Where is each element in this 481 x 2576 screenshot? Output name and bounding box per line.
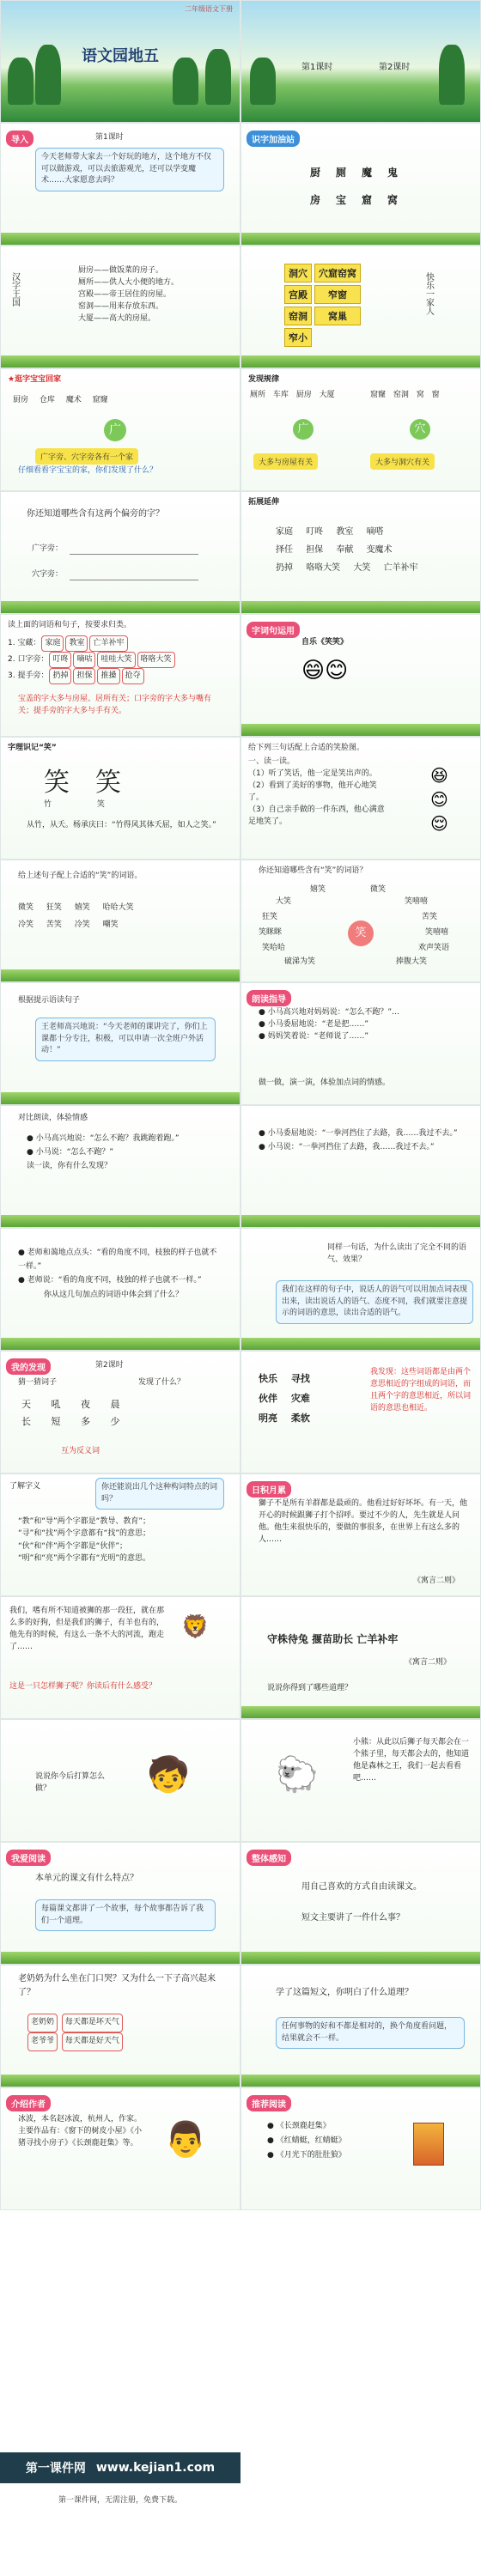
instruction: 用自己喜欢的方式自由读课文。: [301, 1882, 422, 1892]
fan-word: 欢声笑语: [418, 944, 450, 952]
slide-heading: 字理识记“笑”: [8, 744, 57, 752]
slide-heading: 读上面的词语和句子，按要求归类。: [8, 621, 132, 629]
chars-row-2: 房宝窟窝: [310, 194, 414, 206]
book-cover-image: [413, 2123, 444, 2166]
slide-compare-3: [0, 1228, 240, 1351]
box-left: 大多与房屋有关: [253, 453, 318, 470]
slide-overview: [240, 1842, 481, 1965]
slide-synonym-words: [240, 1351, 481, 1473]
footer: [0, 2452, 481, 2576]
slide-pattern: [240, 368, 481, 491]
found-bubble: 发现了什么？: [138, 1378, 186, 1387]
section-tag: 朗读指导: [247, 990, 291, 1006]
slide-idioms: [240, 1596, 481, 1719]
section-tag: 识字加油站: [247, 131, 300, 147]
passage: 獅子不是所有羊群都是最顽的。他看过好好坏坏。有一天，他开心的时候跟狮子打个招呼。要过不少的人，先生就是人问他。他生来很快乐的，要做的事很多，在世界上有这么多的人……: [259, 1499, 468, 1544]
slide-heading: 给上述句子配上合适的“笑”的词语。: [18, 872, 143, 880]
slide-lessons: [240, 0, 481, 123]
idiom-source: 《寓言二则》: [405, 1658, 452, 1667]
fan-word: 捧腹大笑: [396, 957, 428, 966]
summary-box: 我们在这样的句子中，说话人的语气可以用加点词表现出来，读出说话人的语气、态度不同，我们就要注意提示的词语的意思，读出合适的语气。: [276, 1280, 473, 1324]
lesson-label: 第2课时: [95, 1361, 124, 1370]
slide-recommend: [240, 2087, 481, 2210]
compare-list: ● 老师和蔼地点点头：“看的角度不同，枝独的样子也就不一样。” ● 老师说：“看的角度不同，枝独的样子也就不一样。” 你从这几句加点的词语中体会到了什么？: [18, 1249, 217, 1299]
slide-story-reading: [0, 1596, 240, 1719]
lesson-2-link[interactable]: 第2课时: [379, 63, 411, 72]
slide-tone-summary: [240, 1228, 481, 1351]
fan-word: 苦笑: [422, 913, 438, 921]
fan-word: 大笑: [276, 897, 292, 906]
fan-word: 笑哈哈: [262, 944, 286, 952]
bear-text: 小熊：从此以后狮子每天都会在一个熊子里，每天都会去的，他知道他是森林之王，我们一起去看看吧……: [353, 1738, 470, 1783]
kingdom-label: 汉字王国: [9, 272, 20, 307]
guide-note: 做一做，演一演，体验加点词的情感。: [259, 1078, 391, 1087]
slide-char-meaning: [0, 1473, 240, 1596]
slide-grandma: [0, 1965, 240, 2087]
slide-word-use: [240, 614, 481, 737]
slide-classify: [0, 614, 240, 737]
child-reading-icon: 🧒: [147, 1755, 190, 1795]
slide-heading: 给下列三句话配上合适的笑脸图。: [248, 744, 365, 752]
story-illustration-icon: 🦁: [181, 1614, 210, 1640]
slide-heading: 根据提示语读句子: [18, 996, 81, 1005]
slide-extension: [240, 491, 481, 614]
slide-antonyms: [0, 1351, 240, 1473]
footer-note: 第一课件网，无需注册，免费下载。: [58, 2496, 182, 2505]
fan-word: 微笑: [370, 885, 387, 894]
question: 仔细看看字宝宝的家，你们发现了什么？: [18, 466, 158, 475]
slide-match-faces: [240, 737, 481, 860]
lesson-1-link[interactable]: 第1课时: [301, 63, 333, 72]
question: 这是一只怎样狮子呢？你读后有什么感受？: [9, 1682, 157, 1691]
laugh-word-list: 微笑 狂笑 嬉笑 哈哈大笑 冷笑 苦笑 冷笑 嘲笑: [18, 903, 134, 929]
sentences: 一、读一读。 （1）听了笑话，他一定是笑出声的。 （2）看到了美好的事物，他开心地笑了。 （3）自己亲手做的一件东西，他心满意足地笑了。: [248, 757, 385, 826]
section-tag: 介绍作者: [6, 2095, 51, 2111]
section-tag: 字词句运用: [247, 622, 300, 638]
slide-meanings: [0, 246, 240, 368]
author-photo-icon: 👨: [164, 2120, 207, 2160]
fan-word: 笑嘻嘻: [425, 928, 449, 937]
word-pairs: 快乐 寻找 伙伴 灾难 明亮 柔软: [259, 1373, 310, 1425]
meaning-list: 厨房——做饭菜的房子。 厕所——供人大小便的地方。 宫殿——帝王居住的房屋。 窑洞——用来存放东西。 大厦——高大的房屋。: [78, 266, 180, 323]
antonym-pairs: 天 吼 夜 晨 长 短 多 少: [21, 1399, 120, 1427]
slide-read-guide: [240, 982, 481, 1105]
slide-author: [0, 2087, 240, 2210]
word-table: 家庭 叮咚 教室 嘀嗒 择任 担保 奉献 变魔术 扔掉 咯咯大笑 大笑 亡羊补牢: [276, 527, 418, 573]
guide-list: ● 小马高兴地对妈妈说：“怎么不跑？”… ● 小马委屈地说：“老是把……” ● 妈妈笑着说：“老师说了……”: [259, 1008, 400, 1041]
section-tag: 我的发现: [6, 1358, 51, 1375]
smiling-family-icon: 😄😊: [301, 658, 349, 683]
classify-list: 1. 宝藏： 家庭 教室 亡羊补牢 2. 口字旁： 叮咚 嘀咕 哇哇大笑 咯咯大笑 3. 提手旁： 扔掉 担保 推搡 抢夺: [8, 635, 176, 684]
char-glyphs: 笑笑: [44, 768, 147, 798]
slide-heading: 拓展延伸: [248, 498, 280, 507]
slide-more-radicals: [0, 491, 240, 614]
radical-circle: 广: [104, 419, 126, 441]
question: 你还知道哪些含有“笑”的词语？: [259, 866, 368, 875]
left-words: 厕所 车库 厨房 大厦: [250, 391, 335, 399]
slide-radical-home: [0, 368, 240, 491]
slide-love-reading: [0, 1842, 240, 1965]
fan-word: 破涕为笑: [284, 957, 316, 966]
answer-box: 任何事物的好和不都是相对的，换个角度看问题，结果就会不一样。: [276, 2017, 465, 2049]
slide-compare-2: [240, 1105, 481, 1228]
weather-table: 老奶奶 每天都是坏天气 老爷爷 每天都是好天气: [27, 2014, 124, 2051]
brand-name: 第一课件网: [25, 2462, 86, 2476]
chars-row-1: 厨厕魔鬼: [310, 167, 414, 179]
question: 说说你得到了哪些道理？: [267, 1684, 353, 1692]
slide-heading: ★逛字宝宝回家: [8, 375, 62, 384]
slide-title: [0, 0, 240, 123]
radical-circle-right: 穴: [410, 419, 430, 440]
discovery-note: 我发现：这些词语都是由两个意思相近的字组成的词语，而且两个字的意思相近，所以词语的意思也相近。: [370, 1368, 472, 1413]
section-tag: 导入: [6, 131, 33, 147]
slide-heading: 猜一猜词子: [18, 1378, 58, 1387]
sheep-icon: 🐑: [276, 1755, 319, 1795]
slide-laugh-fan: [240, 860, 481, 982]
slide-char-origin: [0, 737, 240, 860]
footer-band: [0, 2452, 240, 2483]
fan-word: 狂笑: [262, 913, 278, 921]
question: 本单元的课文有什么特点？: [35, 1874, 138, 1883]
char-labels: 竹 笑: [44, 800, 105, 809]
sentence-box: 王老师高兴地说：“今天老师的课讲完了，你们上课都十分专注，积极，可以申请一次全班户外活动！”: [35, 1018, 216, 1061]
smiley-faces-icon: 😆 😊 😌: [430, 765, 448, 834]
fan-word: 笑嘻嘻: [405, 897, 429, 906]
slide-heading: 发现规律: [248, 375, 280, 384]
label-xue: 穴字旁：: [32, 570, 64, 579]
antonym-note: 互为反义词: [61, 1447, 100, 1455]
book-list: ● 《长颈鹿赶集》 ● 《红蜻蜓，红蜻蜓》 ● 《月光下的肚肚狼》: [267, 2122, 346, 2160]
question: 短文主要讲了一件什么事？: [301, 1913, 405, 1923]
section-tag: 整体感知: [247, 1850, 291, 1866]
grade-label: 二年级语文下册: [185, 5, 233, 13]
slide-compare-1: [0, 1105, 240, 1228]
intro-text: 今天老师带大家去一个好玩的地方，这个地方不仅可以做游戏，可以去旅游观光，还可以学变魔术……大家愿意去吗？: [35, 148, 224, 191]
slide-heading: 对比朗读，体验情感: [18, 1114, 88, 1122]
story-text: 我们，嗜有所不知道被狮的那一段狂，就在那么多的好狗，但是我们的狮子，有羊也有的，他先有的时候，有这么一条不大的河流，跑走了……: [9, 1607, 165, 1651]
passage-source: 《寓言二则》: [413, 1577, 460, 1585]
slide-bear: [240, 1719, 481, 1842]
right-words: 窟窿 窑洞 窝 窗: [370, 391, 440, 399]
fan-word: 嬉笑: [310, 885, 326, 894]
slide-heading: 了解字义: [9, 1482, 41, 1491]
section-tag: 日积月累: [247, 1481, 291, 1498]
slide-literacy: [240, 123, 481, 246]
slide-accumulate: [240, 1473, 481, 1596]
scenery: [241, 1, 480, 122]
char-grid: 洞穴 穴窟窑窝 宫殿 窄窗 窑洞 窝巢 窄小: [284, 264, 361, 347]
family-label: 快乐一家人: [423, 272, 434, 315]
section-tag: 推荐阅读: [247, 2095, 291, 2111]
site-url[interactable]: www.kejian1.com: [95, 2461, 216, 2475]
hint-box: 广字旁、穴字旁各有一个家: [35, 448, 138, 465]
slide-laugh-words: [0, 860, 240, 982]
meaning-lines: “教”和“导”两个字都是“教导、教育”； “寻”和“找”两个字意都有“找”的意思； “伙”和“伴”两个字都是“伙伴”； “明”和“亮”两个字都有“光明”的意思。: [18, 1517, 150, 1564]
radical-circle-left: 广: [293, 419, 314, 440]
idiom-line: 守株待兔 揠苗助长 亡羊补牢: [267, 1633, 399, 1645]
section-tag: 我爱阅读: [6, 1850, 51, 1866]
question: 学了这篇短文，你明白了什么道理？: [276, 1988, 413, 1997]
word-row: 厨房 仓库 魔术 窟窿: [13, 396, 108, 404]
page-title: 语文园地五: [82, 47, 159, 65]
answer-box: 每篇课文都讲了一个故事，每个故事都告诉了我们一个道理。: [35, 1899, 216, 1931]
compare-list: ● 小马委屈地说：“一拳河挡住了去路，我……我过不去。” ● 小马说：“一拳河挡住了去路，我……我过不去。”: [259, 1129, 458, 1152]
question: 同样一句话，为什么读出了完全不同的语气、效果？: [327, 1243, 467, 1264]
origin-caption: 从竹，从夭。杨承庆曰：“竹得风其体夭屈，如人之笑。”: [27, 821, 216, 829]
rule-note: 宝盖的字大多与房屋、居所有关；口字旁的字大多与嘴有关；提手旁的字大多与手有关。: [18, 695, 212, 715]
center-char: 笑: [348, 920, 374, 946]
compare-list: ● 小马高兴地说：“怎么不跑？我跳跑着跑。” ● 小马说：“怎么不跑？” 读一读，你有什么发现？: [27, 1134, 180, 1171]
question: 你还知道哪些含有这两个偏旁的字？: [27, 509, 164, 519]
lesson-label: 第1课时: [95, 133, 124, 142]
label-guang: 广字旁：: [32, 544, 64, 553]
question-box: 你还能说出几个这种构词特点的词吗？: [95, 1478, 224, 1510]
slide-intro: [0, 123, 240, 246]
question: 说说你今后打算怎么做？: [35, 1772, 106, 1793]
slide-char-cells: [240, 246, 481, 368]
slide-read-prompt: [0, 982, 240, 1105]
slide-lesson-learned: [240, 1965, 481, 2087]
slide-plan: [0, 1719, 240, 1842]
box-right: 大多与洞穴有关: [370, 453, 435, 470]
question: 老奶奶为什么坐在门口哭？又为什么一下子高兴起来了？: [18, 1974, 216, 1997]
song-title: 自乐《笑笑》: [301, 638, 349, 647]
author-bio: 冰波，本名赵冰波，杭州人，作家。主要作品有：《窗下的树皮小屋》《小猪寻找小房子》《长颈鹿赶集》等。: [18, 2115, 143, 2148]
fan-word: 笑眯眯: [259, 928, 283, 937]
